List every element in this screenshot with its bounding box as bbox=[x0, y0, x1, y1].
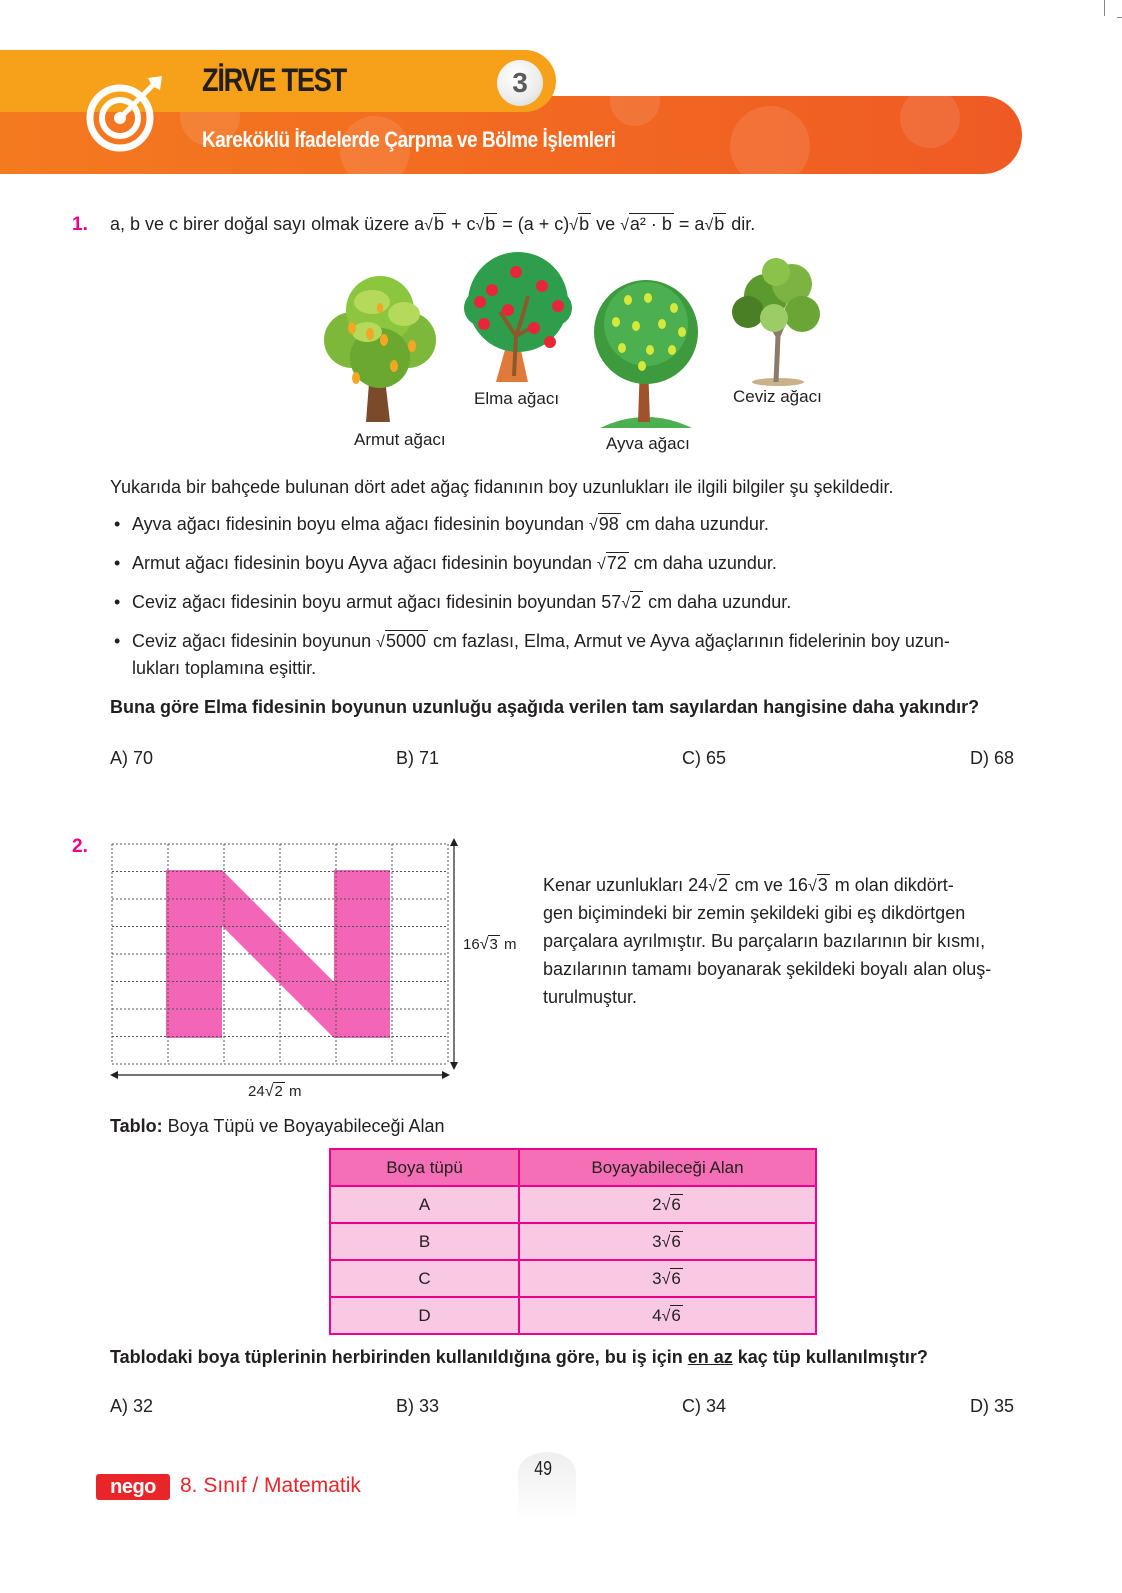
sqrt-expression bbox=[376, 631, 428, 652]
choice-a[interactable]: A) 70 bbox=[110, 748, 154, 768]
tube-cell: B bbox=[330, 1223, 519, 1260]
sqrt-expression bbox=[808, 875, 830, 896]
question2-text-line bbox=[543, 875, 954, 896]
bullet-icon: • bbox=[114, 514, 121, 534]
tree-label: Armut ağacı bbox=[354, 430, 446, 449]
question2-text-line: bazılarının tamamı boyanarak şekildeki boyalı alan oluş- bbox=[543, 959, 992, 979]
text-fragment: m bbox=[284, 1083, 302, 1100]
text-fragment: 3 bbox=[489, 936, 498, 953]
text-fragment: 6 bbox=[671, 1231, 681, 1251]
tree-label: Ayva ağacı bbox=[606, 434, 690, 453]
radical-sign: √ bbox=[708, 878, 717, 895]
sqrt-expression bbox=[475, 214, 497, 235]
bullet-icon: • bbox=[114, 631, 121, 651]
question2-text-line: turulmuştur. bbox=[543, 987, 638, 1007]
text-fragment: 6 bbox=[671, 1194, 681, 1214]
bullet-item-continued: lukları toplamına eşittir. bbox=[132, 658, 317, 678]
table-caption bbox=[110, 1116, 445, 1137]
radicand: a² · b bbox=[629, 214, 672, 234]
sqrt-expression bbox=[621, 592, 643, 613]
radical-sign: √ bbox=[569, 217, 579, 234]
radical-sign: √ bbox=[661, 1233, 671, 1251]
width-arrow bbox=[110, 1068, 450, 1082]
radical-sign: √ bbox=[621, 595, 631, 612]
text-fragment: cm daha uzundur. bbox=[620, 514, 769, 534]
crop-mark bbox=[1117, 17, 1122, 18]
radicand: b bbox=[433, 214, 444, 234]
walnut-tree-icon bbox=[726, 256, 826, 386]
radical-sign: √ bbox=[661, 1307, 671, 1325]
radical-sign: √ bbox=[479, 936, 489, 953]
radical-sign: √ bbox=[588, 517, 598, 534]
text-fragment: 16 bbox=[463, 936, 480, 953]
question-number: 2. bbox=[72, 836, 88, 857]
text-fragment: Armut ağacı fidesinin boyu Ayva ağacı fidesinin boyundan bbox=[132, 553, 597, 573]
sqrt-expression bbox=[704, 214, 726, 235]
pear-tree-icon bbox=[322, 270, 440, 424]
grid-lines bbox=[112, 844, 448, 1064]
text-fragment: 2 bbox=[274, 1083, 283, 1100]
target-icon bbox=[86, 72, 166, 152]
intro-text: = a bbox=[673, 214, 705, 234]
choice-b[interactable]: B) 71 bbox=[396, 748, 440, 768]
text-fragment: Tablo: bbox=[110, 1116, 163, 1136]
text-fragment: m bbox=[499, 936, 517, 953]
choice-b[interactable]: B) 33 bbox=[396, 1396, 440, 1416]
radical-sign: √ bbox=[661, 1270, 671, 1288]
text-fragment: 3 bbox=[652, 1268, 662, 1288]
test-title: ZİRVE TEST bbox=[202, 62, 346, 98]
tube-cell: A bbox=[330, 1186, 519, 1223]
text-fragment: Boya Tüpü ve Boyayabileceği Alan bbox=[162, 1116, 445, 1136]
area-cell bbox=[519, 1297, 816, 1334]
choice-c[interactable]: C) 65 bbox=[682, 748, 727, 768]
page-number: 49 bbox=[534, 1458, 553, 1480]
area-cell bbox=[519, 1186, 816, 1223]
area-cell bbox=[519, 1260, 816, 1297]
bullet-item bbox=[132, 553, 777, 574]
radical-sign: √ bbox=[704, 217, 714, 234]
radicand: b bbox=[485, 214, 496, 234]
sqrt-expression bbox=[597, 553, 629, 574]
bullet-icon: • bbox=[114, 592, 121, 612]
choice-a[interactable]: A) 32 bbox=[110, 1396, 154, 1416]
text-fragment: 5000 bbox=[385, 631, 426, 651]
column-header: Boya tüpü bbox=[330, 1149, 519, 1186]
sqrt-expression bbox=[589, 514, 621, 535]
text-fragment: Tablodaki boya tüplerinin herbirinden kullanıldığına göre, bu iş için bbox=[110, 1347, 688, 1367]
intro-text: dir. bbox=[726, 214, 756, 234]
table-row bbox=[330, 1297, 816, 1334]
radical-sign: √ bbox=[475, 217, 485, 234]
table-row bbox=[330, 1223, 816, 1260]
table-header-row bbox=[330, 1149, 816, 1186]
quince-tree-icon bbox=[592, 274, 700, 428]
bullet-icon: • bbox=[114, 553, 121, 573]
text-fragment: 2 bbox=[652, 1194, 662, 1214]
bullet-item bbox=[132, 514, 769, 535]
sqrt-expression bbox=[662, 1306, 683, 1326]
question2-prompt bbox=[110, 1347, 928, 1368]
text-fragment: 98 bbox=[598, 514, 619, 534]
radical-sign: √ bbox=[661, 1196, 671, 1214]
text-fragment: 6 bbox=[671, 1305, 681, 1325]
text-fragment: 72 bbox=[606, 553, 627, 573]
width-label bbox=[248, 1083, 301, 1101]
question-number: 1. bbox=[72, 214, 88, 235]
text-fragment: 3 bbox=[817, 875, 828, 895]
sqrt-expression bbox=[708, 875, 730, 896]
question1-intro bbox=[110, 214, 755, 235]
question2-text-line: gen biçimindeki bir zemin şekildeki gibi eş dikdörtgen bbox=[543, 903, 966, 923]
height-arrow bbox=[446, 838, 462, 1070]
area-cell bbox=[519, 1223, 816, 1260]
choice-d[interactable]: D) 68 bbox=[970, 748, 1015, 768]
question2-text-line: parçalara ayrılmıştır. Bu parçaların bazılarının bir kısmı, bbox=[543, 931, 986, 951]
sqrt-expression bbox=[424, 214, 446, 235]
text-fragment: Ceviz ağacı fidesinin boyunun bbox=[132, 631, 377, 651]
text-fragment: 24 bbox=[248, 1083, 265, 1100]
text-fragment: kaç tüp kullanılmıştır? bbox=[732, 1347, 928, 1367]
text-fragment: cm fazlası, Elma, Armut ve Ayva ağaçlarının fidelerinin boy uzun- bbox=[427, 631, 950, 651]
radical-sign: √ bbox=[620, 217, 629, 234]
height-label bbox=[463, 936, 516, 954]
paint-tube-table bbox=[329, 1148, 817, 1335]
text-fragment: Ayva ağacı fidesinin boyu elma ağacı fidesinin boyundan bbox=[132, 514, 589, 534]
table-row bbox=[330, 1186, 816, 1223]
sqrt-expression bbox=[662, 1269, 683, 1289]
sqrt-expression bbox=[569, 214, 591, 235]
column-header: Boyayabileceği Alan bbox=[519, 1149, 816, 1186]
tube-cell: D bbox=[330, 1297, 519, 1334]
text-fragment: en az bbox=[687, 1347, 733, 1367]
bullet-item bbox=[132, 592, 791, 613]
intro-text: a, b ve c birer doğal sayı olmak üzere a bbox=[110, 214, 425, 234]
radical-sign: √ bbox=[376, 634, 385, 651]
text-fragment: 6 bbox=[671, 1268, 681, 1288]
topic-title: Kareköklü İfadelerde Çarpma ve Bölme İşlemleri bbox=[202, 127, 616, 152]
test-number-badge: 3 bbox=[497, 60, 543, 106]
choice-d[interactable]: D) 35 bbox=[970, 1396, 1015, 1416]
radical-sign: √ bbox=[264, 1083, 274, 1100]
text-fragment: 4 bbox=[652, 1305, 662, 1325]
sqrt-expression bbox=[480, 936, 500, 954]
radicand: b bbox=[714, 214, 725, 234]
tree-label: Ceviz ağacı bbox=[733, 387, 822, 406]
radicand: b bbox=[579, 214, 590, 234]
radical-sign: √ bbox=[807, 878, 817, 895]
intro-text: = (a + c) bbox=[497, 214, 570, 234]
text-fragment: cm ve 16 bbox=[729, 875, 808, 895]
n-shape-grid-figure bbox=[110, 842, 450, 1066]
text-fragment: 57 bbox=[601, 592, 622, 612]
sqrt-expression bbox=[662, 1232, 683, 1252]
sqrt-expression bbox=[662, 1195, 683, 1215]
text-fragment: 2 bbox=[717, 875, 728, 895]
radical-sign: √ bbox=[596, 556, 606, 573]
text-fragment: Ceviz ağacı fidesinin boyu armut ağacı fidesinin boyundan bbox=[132, 592, 602, 612]
apple-tree-icon bbox=[462, 246, 572, 384]
footer-subject: 8. Sınıf / Matematik bbox=[180, 1474, 361, 1497]
table-row bbox=[330, 1260, 816, 1297]
intro-text: + c bbox=[445, 214, 476, 234]
tube-cell: C bbox=[330, 1260, 519, 1297]
bullet-item bbox=[132, 631, 950, 652]
crop-mark bbox=[1104, 0, 1105, 16]
radical-sign: √ bbox=[424, 217, 433, 234]
intro-text: ve bbox=[591, 214, 621, 234]
text-fragment: Kenar uzunlukları 24 bbox=[543, 875, 709, 895]
sqrt-expression bbox=[265, 1083, 285, 1101]
text-fragment: cm daha uzundur. bbox=[628, 553, 777, 573]
text-fragment: 2 bbox=[631, 592, 642, 612]
sqrt-expression bbox=[620, 214, 674, 235]
choice-c[interactable]: C) 34 bbox=[682, 1396, 727, 1416]
tree-label: Elma ağacı bbox=[474, 389, 560, 408]
publisher-logo: nego bbox=[96, 1474, 170, 1500]
question1-prompt: Buna göre Elma fidesinin boyunun uzunluğu aşağıda verilen tam sayılardan hangisine daha yakındır? bbox=[110, 697, 980, 717]
text-fragment: m olan dikdört- bbox=[829, 875, 954, 895]
question1-description: Yukarıda bir bahçede bulunan dört adet ağaç fidanının boy uzunlukları ile ilgili bilgiler şu şekildedir. bbox=[110, 477, 894, 497]
text-fragment: cm daha uzundur. bbox=[643, 592, 792, 612]
text-fragment: 3 bbox=[652, 1231, 662, 1251]
